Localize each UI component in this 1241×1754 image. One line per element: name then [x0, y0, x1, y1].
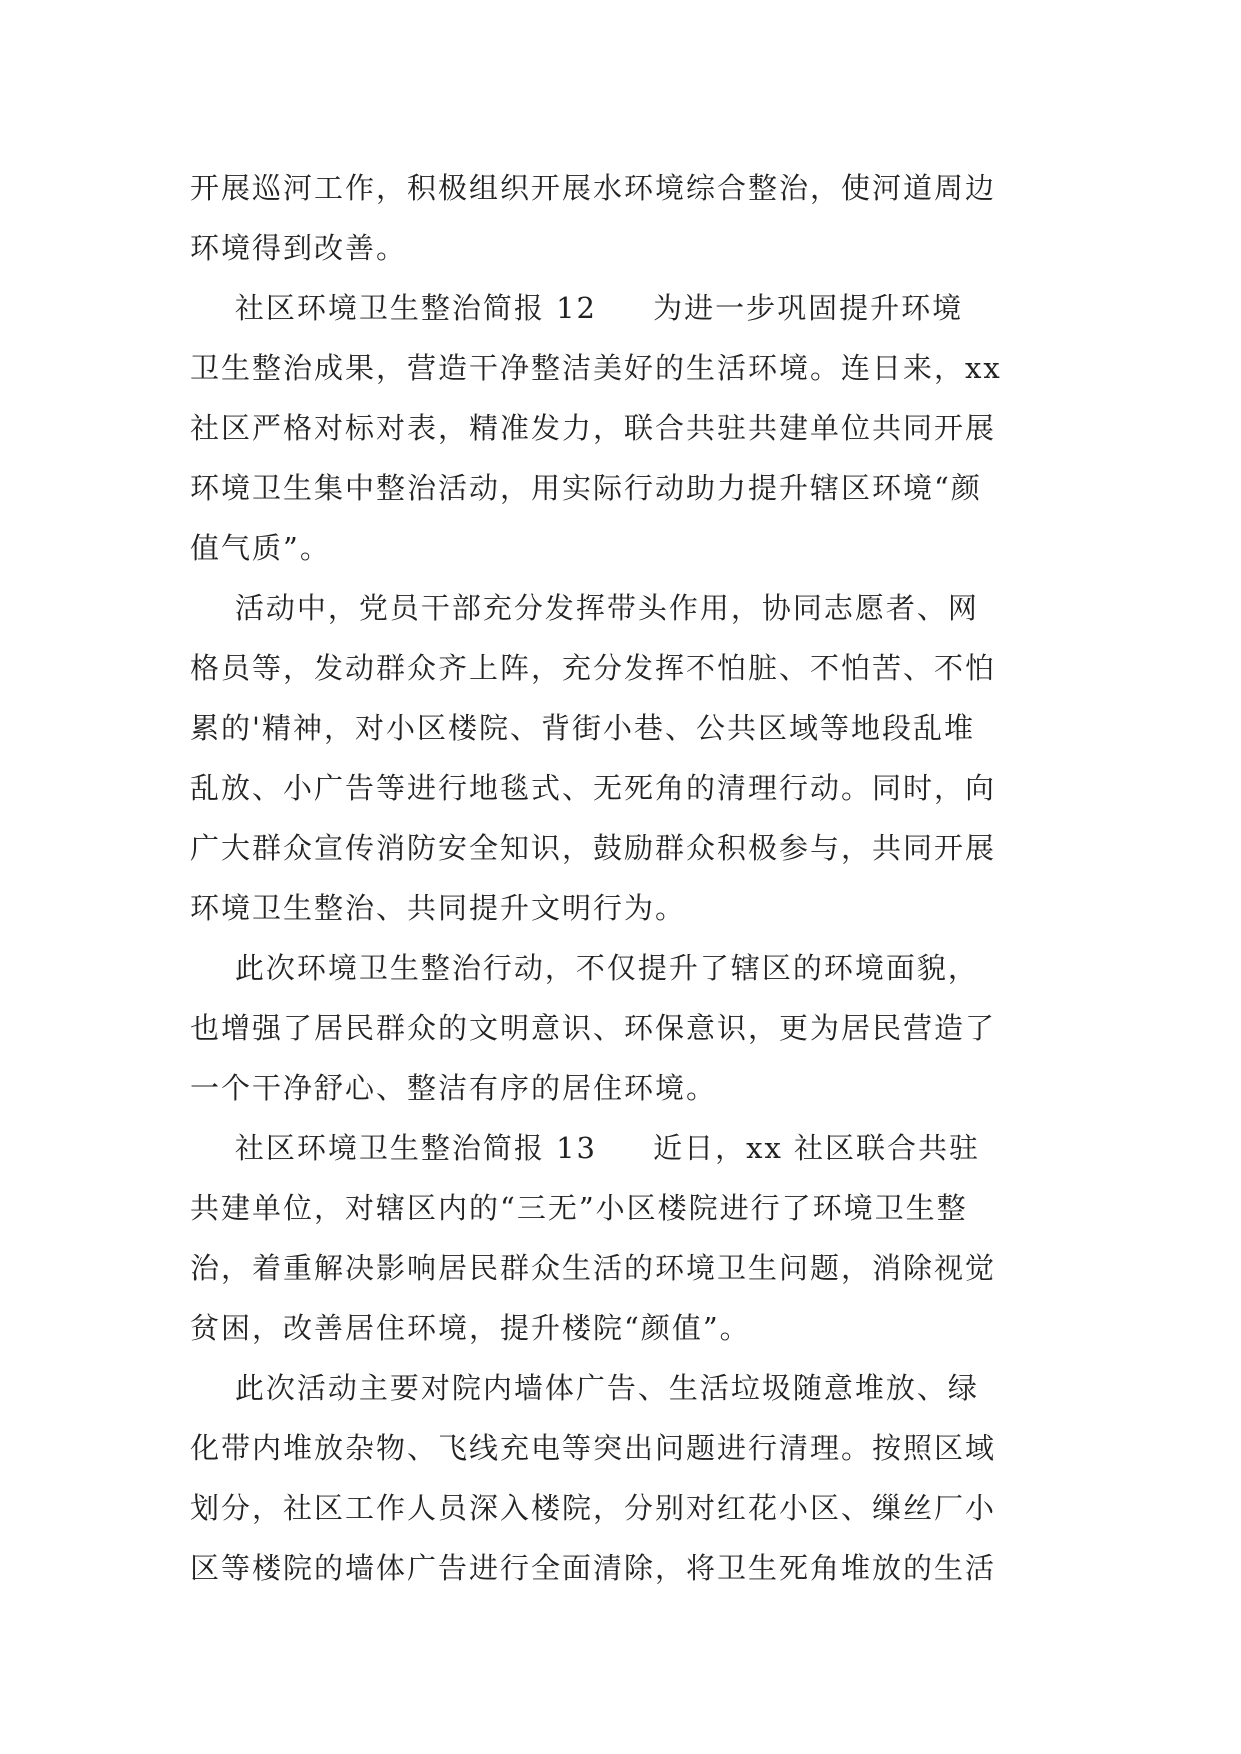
body-text	[190, 158, 1052, 1598]
text-line: 社区环境卫生整治简报 12 为进一步巩固提升环境	[190, 291, 964, 325]
text-line: 乱放、小广告等进行地毯式、无死角的清理行动。同时，向	[190, 771, 997, 805]
text-line: 值气质”。	[190, 531, 331, 565]
text-line: 卫生整治成果，营造干净整洁美好的生活环境。连日来，xx	[190, 351, 1002, 385]
text-line: 也增强了居民群众的文明意识、环保意识，更为居民营造了	[190, 1011, 997, 1045]
text-line: 化带内堆放杂物、飞线充电等突出问题进行清理。按照区域	[190, 1431, 997, 1465]
text-line: 区等楼院的墙体广告进行全面清除，将卫生死角堆放的生活	[190, 1551, 997, 1585]
text-line: 开展巡河工作，积极组织开展水环境综合整治，使河道周边	[190, 171, 997, 205]
text-line: 环境卫生集中整治活动，用实际行动助力提升辖区环境“颜	[190, 471, 982, 505]
text-line: 环境得到改善。	[190, 231, 408, 265]
text-line: 贫困，改善居住环境，提升楼院“颜值”。	[190, 1311, 751, 1345]
text-line: 此次环境卫生整治行动，不仅提升了辖区的环境面貌，	[190, 951, 979, 985]
text-line: 广大群众宣传消防安全知识，鼓励群众积极参与，共同开展	[190, 831, 997, 865]
text-line: 治，着重解决影响居民群众生活的环境卫生问题，消除视觉	[190, 1251, 997, 1285]
text-line: 环境卫生整治、共同提升文明行为。	[190, 891, 687, 925]
text-line: 共建单位，对辖区内的“三无”小区楼院进行了环境卫生整	[190, 1191, 968, 1225]
text-line: 划分，社区工作人员深入楼院，分别对红花小区、缫丝厂小	[190, 1491, 997, 1525]
text-line: 社区严格对标对表，精准发力，联合共驻共建单位共同开展	[190, 411, 997, 445]
text-line: 活动中，党员干部充分发挥带头作用，协同志愿者、网	[190, 591, 979, 625]
text-line: 格员等，发动群众齐上阵，充分发挥不怕脏、不怕苦、不怕	[190, 651, 997, 685]
text-line: 此次活动主要对院内墙体广告、生活垃圾随意堆放、绿	[190, 1371, 979, 1405]
text-line: 一个干净舒心、整洁有序的居住环境。	[190, 1071, 718, 1105]
text-line: 社区环境卫生整治简报 13 近日，xx 社区联合共驻	[190, 1131, 981, 1165]
text-line: 累的'精神，对小区楼院、背街小巷、公共区域等地段乱堆	[190, 711, 975, 745]
